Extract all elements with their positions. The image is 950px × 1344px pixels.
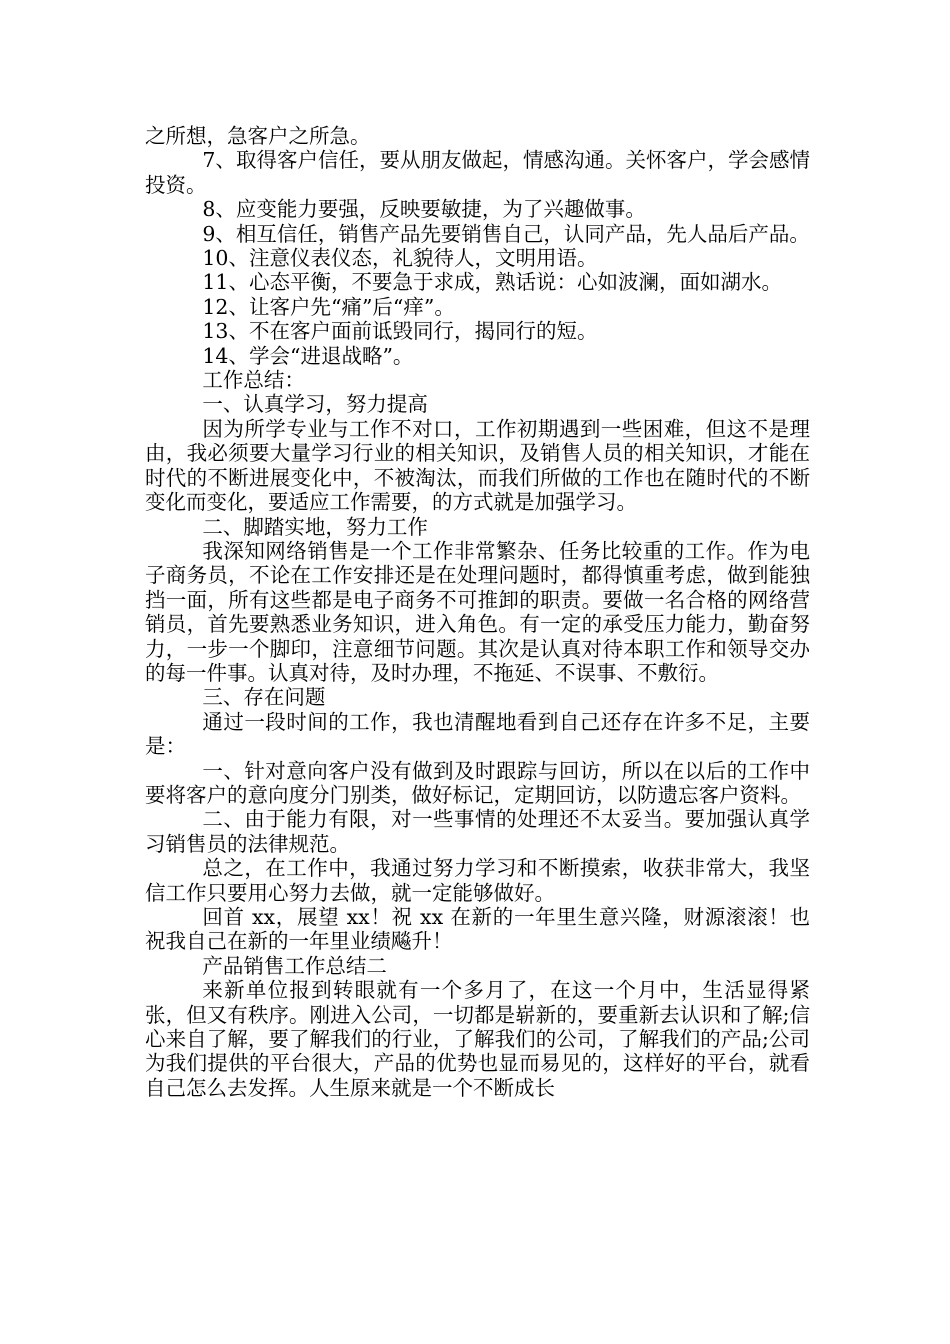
paragraph-wishes: 回首 xx，展望 xx！祝 xx 在新的一年里生意兴隆，财源滚滚！也祝我自己在新的一年里业绩飚升！ bbox=[145, 905, 810, 954]
list-item-13: 13、不在客户面前诋毁同行，揭同行的短。 bbox=[202, 319, 598, 344]
list-item-8: 8、应变能力要强，反映要敏捷，为了兴趣做事。 bbox=[202, 197, 646, 222]
list-item-12: 12、让客户先“痛”后“痒”。 bbox=[202, 294, 455, 319]
list-item-14: 14、学会“进退战略”。 bbox=[202, 343, 414, 368]
paragraph-problem-2: 二、由于能力有限，对一些事情的处理还不太妥当。要加强认真学习销售员的法律规范。 bbox=[145, 807, 810, 856]
paragraph-study: 因为所学专业与工作不对口，工作初期遇到一些困难，但这不是理由，我必须要大量学习行业的相关知识，及销售人员的相关知识，才能在时代的不断进展变化中，不被淘汰，而我们所做的工作也在随时代的不断变化而变化，要适应工作需要，的方式就是加强学习。 bbox=[145, 416, 810, 515]
subheading-work: 二、脚踏实地，努力工作 bbox=[202, 514, 428, 539]
section-heading-work-summary: 工作总结： bbox=[202, 368, 305, 393]
paragraph-work: 我深知网络销售是一个工作非常繁杂、任务比较重的工作。作为电子商务员，不论在工作安排还是在处理问题时，都得慎重考虑，做到能独挡一面，所有这些都是电子商务不可推卸的职责。要做一名合格的网络营销员，首先要熟悉业务知识，进入角色。有一定的承受压力能力，勤奋努力，一步一个脚印，注意细节问题。其次是认真对待本职工作和领导交办的每一件事。认真对待，及时办理，不拖延、不误事、不敷衍。 bbox=[145, 538, 810, 685]
paragraph-summary-two: 来新单位报到转眼就有一个多月了，在这一个月中，生活显得紧张，但又有秩序。刚进入公司，一切都是崭新的，要重新去认识和了解;信心来自了解，要了解我们的行业，了解我们的公司，了解我们的产品;公司为我们提供的平台很大，产品的优势也显而易见的，这样好的平台，就看自己怎么去发挥。人生原来就是一个不断成长 bbox=[145, 978, 810, 1100]
subheading-problems: 三、存在问题 bbox=[202, 685, 326, 710]
paragraph-continuation: 之所想，急客户之所急。 bbox=[145, 124, 371, 148]
paragraph-problem-1: 一、针对意向客户没有做到及时跟踪与回访，所以在以后的工作中要将客户的意向度分门别类，做好标记，定期回访，以防遗忘客户资料。 bbox=[145, 758, 810, 807]
list-item-10: 10、注意仪表仪态，礼貌待人，文明用语。 bbox=[202, 246, 598, 271]
subheading-study: 一、认真学习，努力提高 bbox=[202, 392, 428, 417]
section-heading-summary-two: 产品销售工作总结二 bbox=[202, 953, 387, 978]
list-item-9: 9、相互信任，销售产品先要销售自己，认同产品，先人品后产品。 bbox=[202, 221, 810, 246]
list-item-7: 7、取得客户信任，要从朋友做起，情感沟通。关怀客户，学会感情投资。 bbox=[145, 148, 810, 197]
list-item-11: 11、心态平衡，不要急于求成，熟话说：心如波澜，面如湖水。 bbox=[202, 270, 782, 295]
paragraph-problems-intro: 通过一段时间的工作，我也清醒地看到自己还存在许多不足，主要是： bbox=[145, 709, 810, 759]
document-page bbox=[145, 124, 810, 1100]
paragraph-conclusion: 总之，在工作中，我通过努力学习和不断摸索，收获非常大，我坚信工作只要用心努力去做，就一定能够做好。 bbox=[145, 856, 810, 905]
